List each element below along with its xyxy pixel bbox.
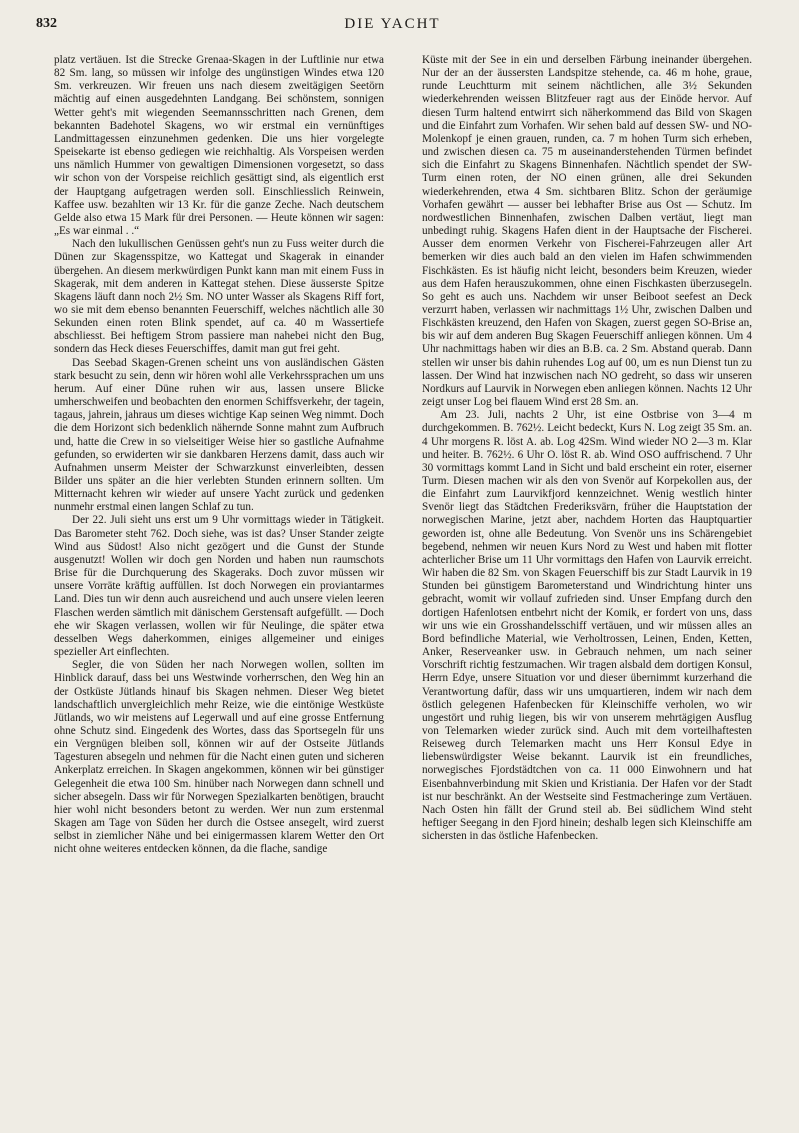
paragraph: Das Seebad Skagen-Grenen scheint uns von ausländischen Gästen stark besucht zu sein, denn wir hören wohl alle Verkehrssprachen um uns herum. Auf einer Düne ruhen wir aus, lassen unsere Blicke umherschweifen und beobachten den enormen Schiffsverkehr, der tagein, tagaus, jahrein, jahraus um dieses wichtige Kap seinen Weg nimmt. Doch die dem Horizont sich bedenklich nähernde Sonne mahnt zum Aufbruch und, hatte die Crew in so vielseitiger Weise hier so gastliche Aufnahme gefunden, so erwiderten wir sie dankbaren Herzens damit, dass auch wir Aufnahmen unserm Meister der Schwarzkunst einverleibten, dessen Bilder uns später an die hier verlebten Stunden erinnern sollten. Um Mitternacht kehren wir wieder auf unsere Yacht zurück und gedenken nunmehr erstmal einen langen Schlaf zu tun. <box>54 356 384 514</box>
paragraph: Küste mit der See in ein und derselben Färbung ineinander übergehen. Nur der an der äussersten Landspitze stehende, ca. 46 m hohe, graue, runde Leuchtturm mit seinem nächtlichen, alle 3½ Sekunden wiederkehrenden weissen Blitzfeuer ragt aus der Einöde hervor. Auf diesen Turm haltend entwirrt sich näherkommend das Bild von Skagen und die Einfahrt zum Vorhafen. Wir sehen bald auf dessen SW- und NO-Molenkopf je einen grauen, runden, ca. 7 m hohen Turm sich erheben, und zwischen diesen ca. 75 m auseinanderstehenden Türmen befindet sich die Einfahrt zu Skagens Binnenhafen. Nächtlich spendet der SW-Turm einen roten, der NO einen grünen, alle drei Sekunden wiederkehrenden, etwa 4 Sm. sichtbaren Blitz. Schon der geräumige Vorhafen gewährt — ausser bei lebhafter Brise aus Ost — Schutz. Im nordwestlichen Binnenhafen, zwischen Dalben vertäut, liegt man unbedingt ruhig. Skagens Hafen dient in der Hauptsache der Fischerei. Ausser dem enormen Verkehr von Fischerei-Fahrzeugen aller Art bemerken wir dies auch bald an den vielen im Hafen schwimmenden Fischkästen. Es ist häufig nicht leicht, besonders beim Kreuzen, wieder aus dem Hafen herauszukommen, ohne einen Fischkasten überzusegeln. So geht es auch uns. Nachdem wir unser Beiboot seefest an Deck verzurrt haben, verlassen wir nachmittags 1½ Uhr, zwischen Dalben und Fischkästen kreuzend, den Hafen von Skagen, zuerst gegen SO-Brise an, bis wir auf dem anderen Bug Skagen Feuerschiff anliegen können. Um 4 Uhr nachmittags haben wir dies an B.B. ca. 2 Sm. Abstand querab. Dann stellen wir unser bis dahin ruhendes Log auf 00, um es nun Dienst tun zu lassen. Der Wind hat inzwischen nach NO gedreht, so dass wir unseren Nordkurs auf Laurvik in Norwegen eben anliegen können. Nachts 12 Uhr zeigt unser Log bei flauem Wind erst 28 Sm. an. <box>422 54 752 409</box>
paragraph: platz vertäuen. Ist die Strecke Grenaa-Skagen in der Luftlinie nur etwa 82 Sm. lang, so müssen wir infolge des ungünstigen Windes etwa 120 Sm. verkreuzen. Wir freuen uns nach diesem zweitägigen Seetörn mächtig auf einen ausgedehnten Landgang. Bei schönstem, sonnigen Wetter geht's mit wiegenden Seemannsschritten nach Grenen, dem bekannten Badehotel Skagens, wo wir erstmal ein vernünftiges Landmittagessen einzunehmen gedenken. Die uns hier vorgelegte Speisekarte ist ebenso gediegen wie reichhaltig. Als Vorspeisen werden uns nämlich Hummer von gewaltigen Dimensionen vorgesetzt, so dass wir schon von der Vorspeise reichlich gesättigt sind, als eigentlich erst der Hauptgang aufgetragen werden soll. Einschliesslich Reinwein, Kaffee usw. bezahlten wir 13 Kr. für die ganze Zeche. Nach deutschem Gelde also etwa 15 Mark für drei Personen. — Heute können wir sagen: „Es war einmal . .“ <box>54 54 384 238</box>
paragraph: Segler, die von Süden her nach Norwegen wollen, sollten im Hinblick darauf, dass bei uns Westwinde vorherrschen, den Weg hin an der Ostküste Jütlands hinauf bis Skagen nehmen. Dieser Weg bietet landschaftlich unvergleichlich mehr Reize, wie die eintönige Westküste Jütlands, wo wir meistens auf Legerwall und auf eine grosse Entfernung ohne Schutz sind. Eingedenk des Wortes, dass das Sportsegeln für uns ein Vergnügen bleiben soll, können wir auf der Ostseite Jütlands Tagesturen absegeln und nehmen für die Nacht einen guten und sicheren Ankerplatz erreichen. In Skagen angekommen, können wir bei günstiger Gelegenheit die etwa 100 Sm. hinüber nach Norwegen dann schnell und sicher absegeln. Dass wir für Norwegen Spezialkarten benötigen, braucht hier wohl nicht besonders betont zu werden. Wer nun zum erstenmal Skagen am Tage von Süden her durch die Ostsee ansegelt, wird zuerst selbst in ziemlicher Nähe und bei einigermassen klarem Wetter den Ort nicht ohne weiteres entdecken können, da die flache, sandige <box>54 659 384 856</box>
right-column <box>422 54 752 1107</box>
page-number: 832 <box>36 16 57 31</box>
page-header <box>36 16 749 44</box>
page-title: DIE YACHT <box>344 16 441 32</box>
paragraph: Nach den lukullischen Genüssen geht's nun zu Fuss weiter durch die Dünen zur Skagensspitze, wo Kattegat und Skagerak in einander übergehen. An diesem merkwürdigen Punkt kann man mit einem Fuss in Skagerak, mit dem anderen in Kattegat stehen. Diese äusserste Spitze Skagens läuft dann noch 2½ Sm. NO unter Wasser als Skagens Riff fort, wo sie mit dem ebenso benannten Feuerschiff, welches nächtlich alle 30 Sekunden einen roten Blink spendet, auf ca. 40 m Wassertiefe abschliesst. Bei heftigem Strom passiere man nahebei nicht den Bug, sondern das Heck dieses Feuerschiffes, damit man gut frei geht. <box>54 238 384 356</box>
left-column <box>54 54 384 1107</box>
paragraph: Am 23. Juli, nachts 2 Uhr, ist eine Ostbrise von 3—4 m durchgekommen. B. 762½. Leicht bedeckt, Kurs N. Log zeigt 35 Sm. an. 4 Uhr morgens R. löst A. ab. Log 42Sm. Wind wieder NO 2—3 m. Klar und heiter. B. 762½. 6 Uhr O. löst R. ab. Wind OSO auffrischend. 7 Uhr 30 vormittags kommt Land in Sicht und bald erscheint ein roter, eiserner Turm. Diesen machen wir als den von Svenör auf Korpekollen aus, der die Einfahrt zum Laurvikfjord kennzeichnet. Wenig westlich hinter Svenör liegt das Städtchen Frederiksvärn, früher die Hauptstation der norwegischen Marine, jetzt aber, nachdem Horten das Hauptquartier geworden ist, ohne alle Bedeutung. Von Svenör uns ins Schärengebiet begebend, nehmen wir neuen Kurs Nord zu West und haben mit flotter achterlicher Brise um 11 Uhr vormittags den Hafen von Laurvik erreicht. Wir haben die 82 Sm. von Skagen Feuerschiff bis zur Stadt Laurvik in 19 Stunden bei günstigem Barometerstand und Windrichtung hinter uns gebracht, womit wir vollauf zufrieden sind. Unser Empfang durch den dortigen Hafenlotsen entbehrt nicht der Komik, er fordert von uns, dass wir uns wie ein Grosshandelsschiff vertäuen, und wir müssen alles an Bord befindliche Material, wie Verholtrossen, Leinen, Enden, Ketten, Anker, Reserveanker usw. in Gebrauch nehmen, um nach seiner Vorschrift richtig festzumachen. Wir tragen alsbald dem dortigen Konsul, Herrn Edye, unsere Situation vor und dieser übernimmt kurzerhand die Verantwortung dafür, dass wir uns umquartieren, indem wir nach dem östlich gelegenen Hafenbecken für Kleinschiffe verholen, wo wir ungestört und ruhig liegen, bis wir von unserem mehrtägigen Ausflug von Telemarken wieder zurück sind. Auch mit dem vorteilhaftesten Reiseweg durch Telemarken macht uns Herr Konsul Edye in liebenswürdigster Weise bekannt. Laurvik ist ein freundliches, norwegisches Fjordstädtchen von ca. 11 000 Einwohnern und hat Eisenbahnverbindung mit Skien und Kristiania. Der Hafen vor der Stadt ist nur beschränkt. An der Westseite sind Festmacheringe zum Vertäuen. Nach Osten hin fällt der Grund steil ab. Bei südlichem Wind steht heftiger Seegang in den Fjord hinein; deshalb legen sich Kleinschiffe am sichersten in das östliche Hafenbecken. <box>422 409 752 843</box>
paragraph: Der 22. Juli sieht uns erst um 9 Uhr vormittags wieder in Tätigkeit. Das Barometer steht 762. Doch siehe, was ist das? Unser Stander zeigte Wind aus Südost! Also nicht gezögert und die Gunst der Stunde ausgenutzt! Wollen wir doch gen Norden und haben nun raumschots Brise für die Durchquerung des Skageraks. Doch zuvor müssen wir unsere Vorräte kräftig auffüllen. Ist doch Norwegen ein proviantarmes Land. Dies tun wir denn auch ausreichend und auch unsere vielen leeren Flaschen werden sämtlich mit dänischem Gerstensaft aufgefüllt. — Doch ehe wir Skagen verlassen, wollen wir für Neulinge, die später etwa desselben Wegs daherkommen, einiges allgemeiner und einiges spezieller Art einflechten. <box>54 514 384 659</box>
